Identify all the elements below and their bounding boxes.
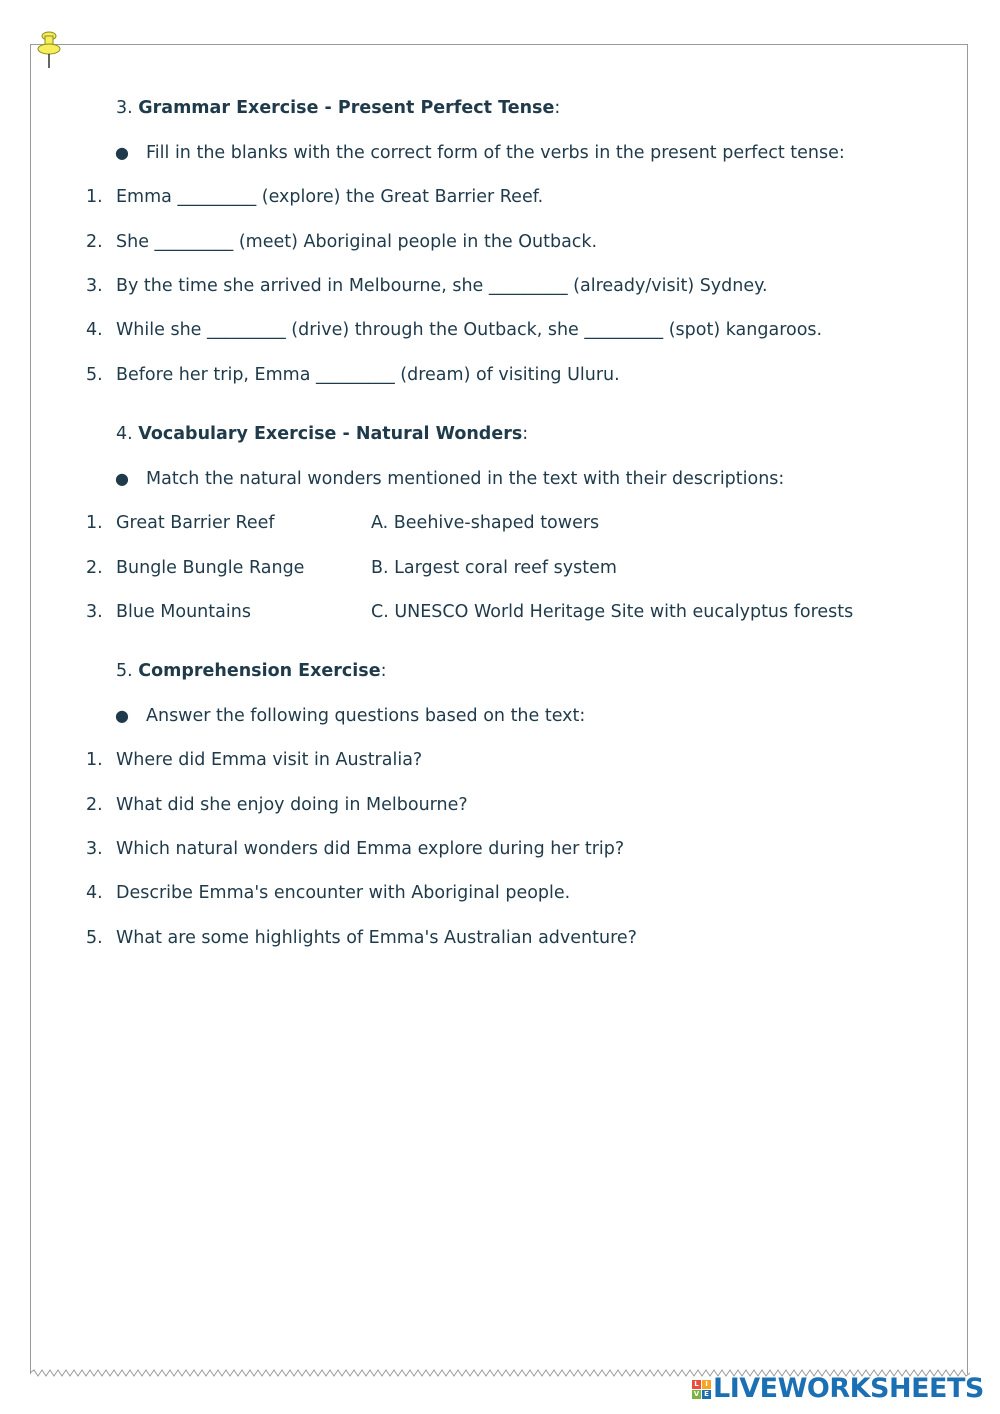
item-number: 1. — [86, 750, 103, 770]
match-term: Bungle Bungle Range — [116, 558, 305, 578]
match-term: Great Barrier Reef — [116, 513, 275, 533]
item-number: 5. — [86, 928, 103, 948]
list-item: By the time she arrived in Melbourne, she _________ (already/visit) Sydney. — [116, 276, 768, 296]
logo-mark-icon: L I V E — [692, 1380, 711, 1399]
pushpin-icon — [36, 30, 62, 70]
list-item: She _________ (meet) Aboriginal people in the Outback. — [116, 232, 598, 252]
section-heading-comprehension: 5. Comprehension Exercise: — [116, 661, 387, 681]
item-number: 2. — [86, 795, 103, 815]
instruction-text: Match the natural wonders mentioned in the text with their descriptions: — [146, 469, 785, 489]
instruction-text: Fill in the blanks with the correct form of the verbs in the present perfect tense: — [146, 143, 845, 163]
bullet-icon: ● — [115, 469, 129, 488]
item-number: 3. — [86, 602, 103, 622]
item-number: 1. — [86, 513, 103, 533]
item-number: 3. — [86, 839, 103, 859]
item-number: 1. — [86, 187, 103, 207]
item-number: 5. — [86, 365, 103, 385]
item-number: 4. — [86, 320, 103, 340]
list-item: Before her trip, Emma _________ (dream) of visiting Uluru. — [116, 365, 620, 385]
liveworksheets-logo[interactable] — [692, 1374, 984, 1404]
item-number: 2. — [86, 232, 103, 252]
bullet-icon: ● — [115, 143, 129, 162]
question-item: Describe Emma's encounter with Aboriginal people. — [116, 883, 571, 903]
match-term: Blue Mountains — [116, 602, 251, 622]
question-item: Which natural wonders did Emma explore during her trip? — [116, 839, 625, 859]
match-description: A. Beehive-shaped towers — [371, 513, 600, 533]
question-item: What are some highlights of Emma's Australian adventure? — [116, 928, 637, 948]
item-number: 2. — [86, 558, 103, 578]
section-heading-grammar: 3. Grammar Exercise - Present Perfect Tense: — [116, 98, 561, 118]
bullet-icon: ● — [115, 706, 129, 725]
list-item: While she _________ (drive) through the Outback, she _________ (spot) kangaroos. — [116, 320, 823, 340]
logo-text: LIVEWORKSHEETS — [713, 1373, 984, 1404]
item-number: 4. — [86, 883, 103, 903]
section-heading-vocabulary: 4. Vocabulary Exercise - Natural Wonders: — [116, 424, 529, 444]
match-description: B. Largest coral reef system — [371, 558, 617, 578]
match-description: C. UNESCO World Heritage Site with eucalyptus forests — [371, 602, 854, 622]
question-item: Where did Emma visit in Australia? — [116, 750, 423, 770]
list-item: Emma _________ (explore) the Great Barrier Reef. — [116, 187, 544, 207]
instruction-text: Answer the following questions based on the text: — [146, 706, 586, 726]
item-number: 3. — [86, 276, 103, 296]
question-item: What did she enjoy doing in Melbourne? — [116, 795, 468, 815]
